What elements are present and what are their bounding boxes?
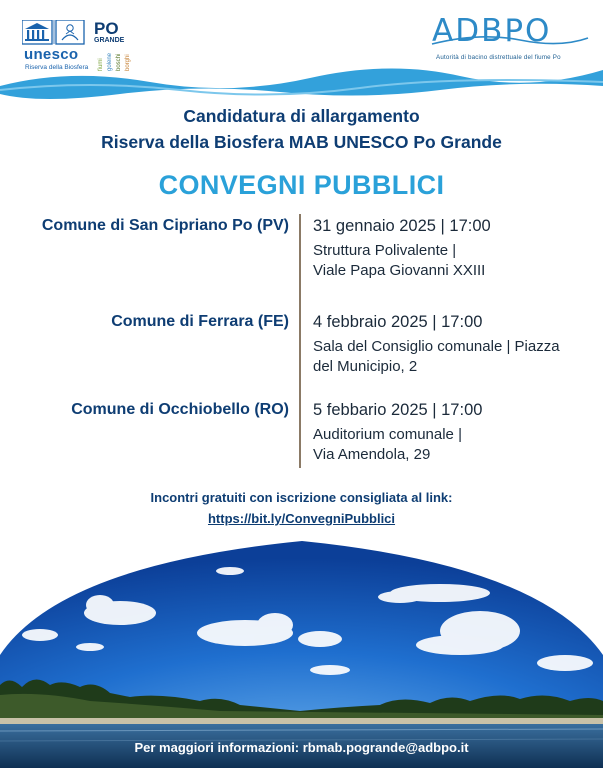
event-venue-line: del Municipio, 2 <box>313 358 418 375</box>
event-location: Comune di San Cipriano Po (PV) <box>41 217 289 234</box>
event-venue <box>313 241 598 281</box>
adbpo-swoosh-icon <box>430 34 590 48</box>
unesco-subtitle: Riserva della Biosfera <box>25 64 89 71</box>
event-venue <box>313 425 598 465</box>
page-title-main: CONVEGNI PUBBLICI <box>158 170 445 200</box>
adbpo-logo-title: ADBPO <box>432 13 552 49</box>
footer-contact: Per maggiori informazioni: rbmab.pogrande@adbpo.it <box>134 740 469 755</box>
event-location: Comune di Ferrara (FE) <box>111 313 289 330</box>
adbpo-logo-subtitle: Autorità di bacino distrettuale del fiume Po <box>436 54 561 61</box>
events-divider <box>299 214 301 468</box>
header-wave-graphic <box>0 60 603 105</box>
po-stack-word: golene <box>107 52 113 71</box>
event-datetime: 5 febbario 2025 | 17:00 <box>313 401 483 419</box>
registration-link[interactable]: https://bit.ly/ConvegniPubblici <box>207 511 396 526</box>
page-title-line1: Candidatura di allargamento <box>183 106 420 126</box>
event-venue-line: Viale Papa Giovanni XXIII <box>313 262 486 279</box>
event-location: Comune di Occhiobello (RO) <box>71 401 289 418</box>
registration-text: Incontri gratuiti con iscrizione consigliata al link: <box>150 490 453 505</box>
po-stack-word: fiumi <box>98 58 104 71</box>
po-grande-title: PO <box>94 19 119 38</box>
po-grande-subtitle: GRANDE <box>94 37 125 44</box>
event-venue-line: Via Amendola, 29 <box>313 446 431 463</box>
event-venue-line: Sala del Consiglio comunale | Piazza <box>313 338 560 355</box>
unesco-wordmark: unesco <box>24 46 79 63</box>
event-venue-line: Struttura Polivalente | <box>313 242 457 259</box>
header <box>0 0 603 100</box>
registration-info <box>0 490 603 526</box>
event-venue <box>313 337 598 377</box>
page-title-line2: Riserva della Biosfera MAB UNESCO Po Grande <box>101 132 502 152</box>
event-datetime: 4 febbraio 2025 | 17:00 <box>313 313 483 331</box>
event-datetime: 31 gennaio 2025 | 17:00 <box>313 217 491 235</box>
river-landscape-image <box>0 535 603 768</box>
event-venue-line: Auditorium comunale | <box>313 426 462 443</box>
po-stack-word: borghi <box>125 54 131 71</box>
po-stack-word: boschi <box>116 53 122 71</box>
